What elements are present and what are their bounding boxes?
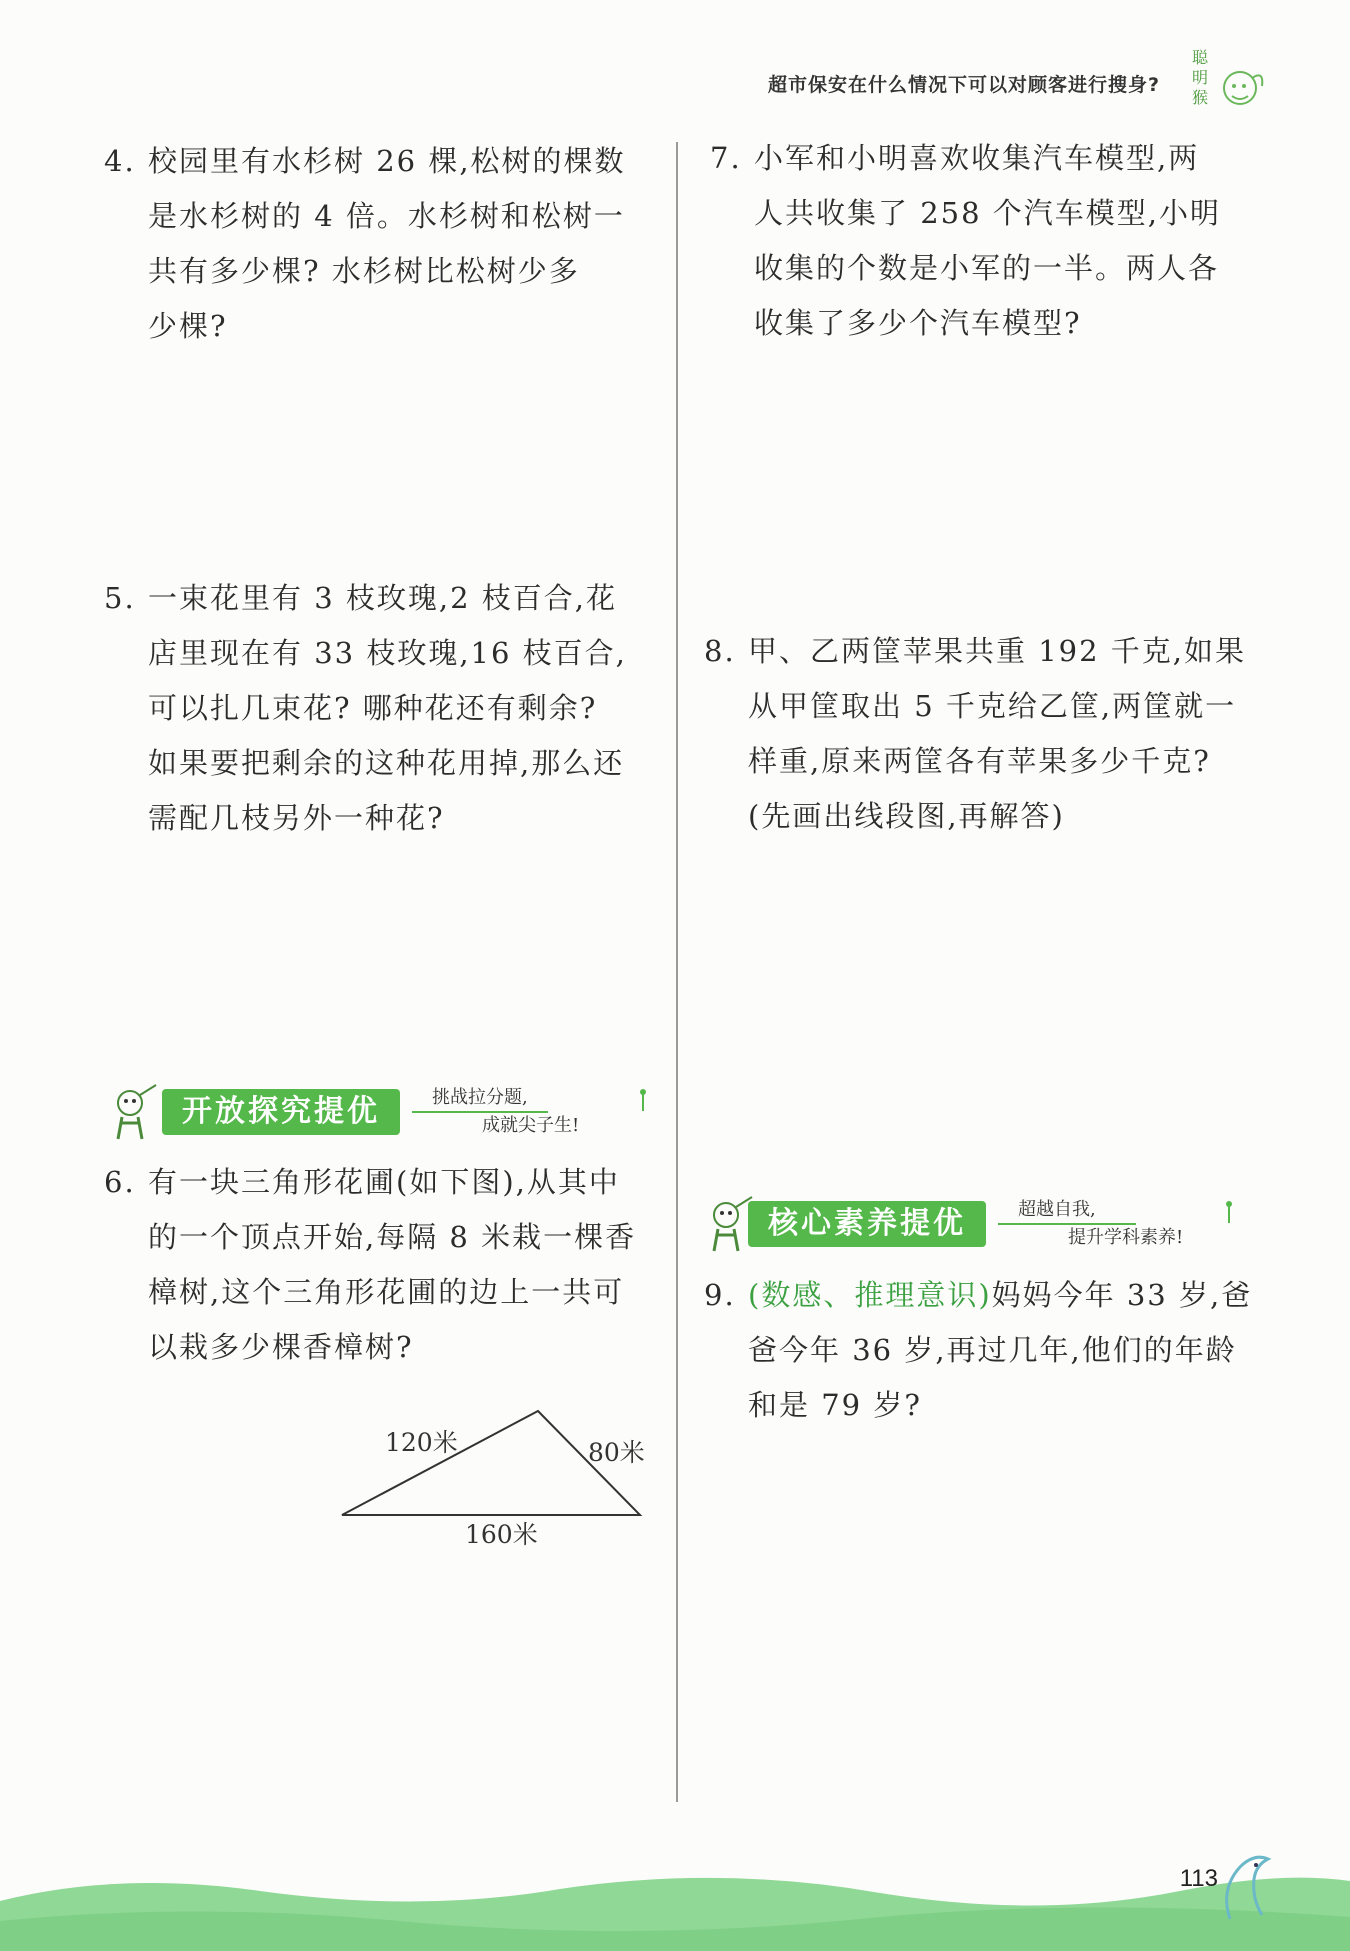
question-7: [710, 131, 1221, 351]
question-number: 6.: [104, 1165, 136, 1199]
footer-wave: [0, 1841, 1350, 1951]
question-number: 7.: [710, 141, 742, 175]
triangle-side-left-label: 120米: [385, 1428, 458, 1457]
question-line: 收集的个数是小军的一半。两人各: [754, 251, 1220, 285]
question-text: 妈妈今年 33 岁,爸: [991, 1278, 1253, 1312]
question-line: 有一块三角形花圃(如下图),从其中: [148, 1165, 620, 1199]
column-divider: [676, 142, 678, 1802]
section-title: 核心素养提优: [748, 1201, 986, 1247]
section-dot: [640, 1089, 646, 1095]
question-4: [104, 134, 626, 354]
question-line: 从甲筐取出 5 千克给乙筐,两筐就一: [748, 689, 1237, 723]
section-open-explore: [104, 1083, 664, 1143]
section-slogan: 挑战拉分题,: [432, 1087, 528, 1108]
question-line: 少棵?: [148, 309, 228, 343]
question-line: 爸今年 36 岁,再过几年,他们的年龄: [748, 1333, 1237, 1367]
question-5: [104, 571, 627, 846]
competency-tag: (数感、推理意识): [748, 1278, 992, 1312]
dolphin-icon: [1210, 1849, 1280, 1929]
question-line: 甲、乙两筐苹果共重 192 千克,如果: [748, 634, 1247, 668]
mascot-logo: [1178, 48, 1268, 120]
question-line: (先画出线段图,再解答): [748, 799, 1065, 833]
question-line: 人共收集了 258 个汽车模型,小明: [754, 196, 1222, 230]
question-line: 店里现在有 33 枝玫瑰,16 枝百合,: [148, 636, 627, 670]
question-line: 小军和小明喜欢收集汽车模型,两: [754, 141, 1200, 175]
question-8: [704, 624, 1246, 844]
section-core-literacy: [700, 1195, 1240, 1255]
mascot-icon: [104, 1083, 160, 1143]
section-dot: [1226, 1201, 1232, 1207]
section-rule: [412, 1111, 548, 1113]
question-number: 8.: [704, 634, 736, 668]
triangle-side-right-label: 80米: [588, 1438, 645, 1467]
question-line: 以栽多少棵香樟树?: [148, 1330, 414, 1364]
question-line: 樟树,这个三角形花圃的边上一共可: [148, 1275, 625, 1309]
question-line: [748, 1268, 1252, 1323]
question-line: 如果要把剩余的这种花用掉,那么还: [148, 746, 625, 780]
section-slogan: 提升学科素养!: [1068, 1227, 1184, 1248]
question-number: 5.: [104, 581, 136, 615]
question-number: 9.: [704, 1278, 736, 1312]
section-title: 开放探究提优: [162, 1089, 400, 1135]
question-9: [704, 1268, 1252, 1433]
page-number: 113: [1179, 1865, 1218, 1892]
header-question: 超市保安在什么情况下可以对顾客进行搜身?: [767, 74, 1160, 96]
question-line: 校园里有水杉树 26 棵,松树的棵数: [148, 144, 626, 178]
question-line: 样重,原来两筐各有苹果多少千克?: [748, 744, 1211, 778]
question-line: 收集了多少个汽车模型?: [754, 306, 1082, 340]
question-line: 需配几枝另外一种花?: [148, 801, 445, 835]
section-slogan: 超越自我,: [1018, 1199, 1096, 1220]
question-line: 是水杉树的 4 倍。水杉树和松树一: [148, 199, 625, 233]
question-line: 的一个顶点开始,每隔 8 米栽一棵香: [148, 1220, 637, 1254]
question-line: 共有多少棵? 水杉树比松树少多: [148, 254, 580, 288]
question-6: [104, 1155, 636, 1375]
logo-text: 聪明猴: [1192, 48, 1209, 107]
question-line: 可以扎几束花? 哪种花还有剩余?: [148, 691, 598, 725]
section-rule: [998, 1223, 1136, 1225]
question-line: 和是 79 岁?: [748, 1388, 922, 1422]
section-rule: [1228, 1205, 1230, 1223]
question-line: 一束花里有 3 枝玫瑰,2 枝百合,花: [148, 581, 617, 615]
question-number: 4.: [104, 144, 136, 178]
section-rule: [642, 1093, 644, 1111]
triangle-side-bottom-label: 160米: [465, 1520, 538, 1549]
section-slogan: 成就尖子生!: [482, 1115, 580, 1136]
